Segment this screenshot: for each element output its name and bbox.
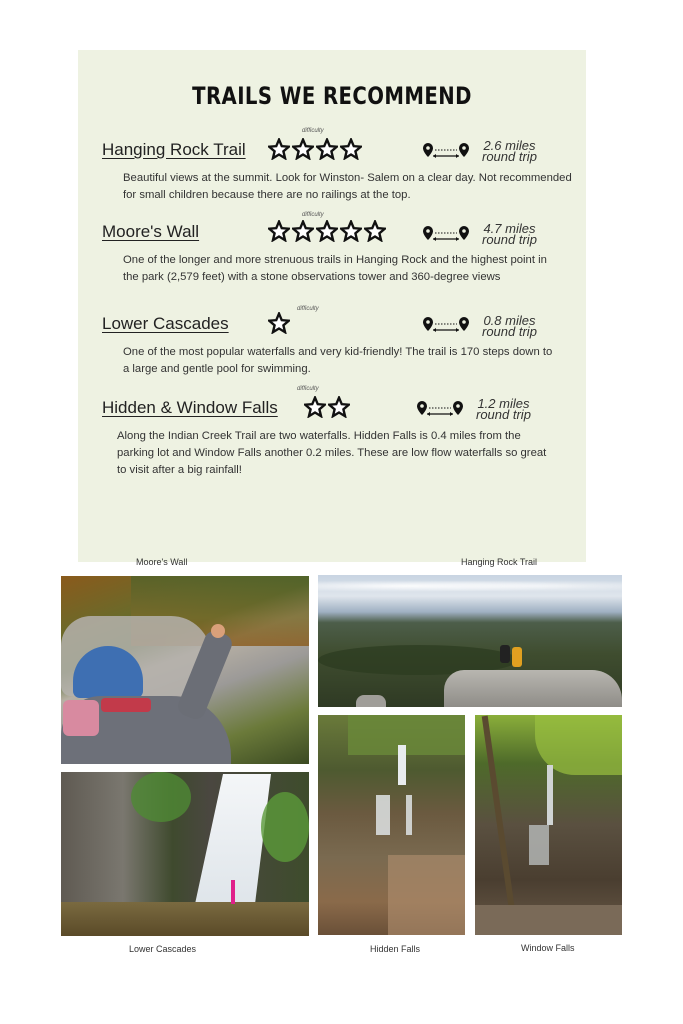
trail-name[interactable]: Moore's Wall [102, 222, 200, 241]
distance-sub: round trip [482, 232, 537, 247]
star-icon [268, 138, 290, 160]
star-icon [268, 312, 290, 334]
trail-name[interactable]: Hidden & Window Falls [102, 398, 278, 417]
photo-moores-wall [61, 576, 309, 764]
distance-sub: round trip [482, 149, 537, 164]
photo-caption: Moore's Wall [136, 557, 188, 567]
difficulty-label: difficulty [297, 306, 319, 312]
difficulty-label: difficulty [302, 128, 324, 134]
route-distance-icon [422, 225, 472, 245]
difficulty-stars [268, 312, 292, 339]
trail-distance [482, 223, 537, 245]
trail-description: One of the longer and more strenuous trails in Hanging Rock and the highest point in the park (2,579 feet) with a stone observations tower and 360-degree views [123, 254, 547, 283]
difficulty-stars [304, 396, 352, 423]
difficulty-stars [268, 220, 388, 247]
trail-distance [482, 315, 537, 337]
trails-panel [78, 50, 586, 562]
distance-value: 1.2 miles [477, 396, 530, 411]
star-icon [292, 138, 314, 160]
distance-value: 0.8 miles [483, 313, 536, 328]
trail-name[interactable]: Hanging Rock Trail [102, 140, 246, 159]
photo-lower-cascades [61, 772, 309, 936]
photo-hanging-rock-trail [318, 575, 622, 707]
distance-value: 2.6 miles [483, 138, 536, 153]
star-icon [328, 396, 350, 418]
trail-description: Beautiful views at the summit. Look for Winston- Salem on a clear day. Not recommended for small children because there are no railings at the top. [123, 172, 572, 201]
page-title: TRAILS WE RECOMMEND [192, 82, 472, 110]
trail-description: Along the Indian Creek Trail are two waterfalls. Hidden Falls is 0.4 miles from the parking lot and Window Falls another 0.2 miles. These are low flow waterfalls so great to visit after a big rainfall! [117, 430, 547, 476]
photo-hidden-falls [318, 715, 465, 935]
photo-caption: Window Falls [521, 943, 575, 953]
photo-window-falls [475, 715, 622, 935]
trail-description: One of the most popular waterfalls and very kid-friendly! The trail is 170 steps down to a large and gentle pool for swimming. [123, 346, 553, 375]
star-icon [340, 138, 362, 160]
star-icon [304, 396, 326, 418]
difficulty-stars [268, 138, 364, 165]
distance-sub: round trip [476, 407, 531, 422]
trail-distance [476, 398, 531, 420]
difficulty-label: difficulty [302, 212, 324, 218]
route-distance-icon [422, 316, 472, 336]
difficulty-label: difficulty [297, 386, 319, 392]
route-distance-icon [422, 142, 472, 162]
distance-value: 4.7 miles [483, 221, 536, 236]
star-icon [316, 138, 338, 160]
distance-sub: round trip [482, 324, 537, 339]
route-distance-icon [416, 400, 466, 420]
photo-caption: Hidden Falls [370, 944, 421, 954]
trail-distance [482, 140, 537, 162]
photo-caption: Lower Cascades [129, 944, 197, 954]
star-icon [340, 220, 362, 242]
star-icon [316, 220, 338, 242]
trail-name[interactable]: Lower Cascades [102, 314, 229, 333]
star-icon [364, 220, 386, 242]
photo-caption: Hanging Rock Trail [461, 557, 538, 567]
star-icon [268, 220, 290, 242]
star-icon [292, 220, 314, 242]
